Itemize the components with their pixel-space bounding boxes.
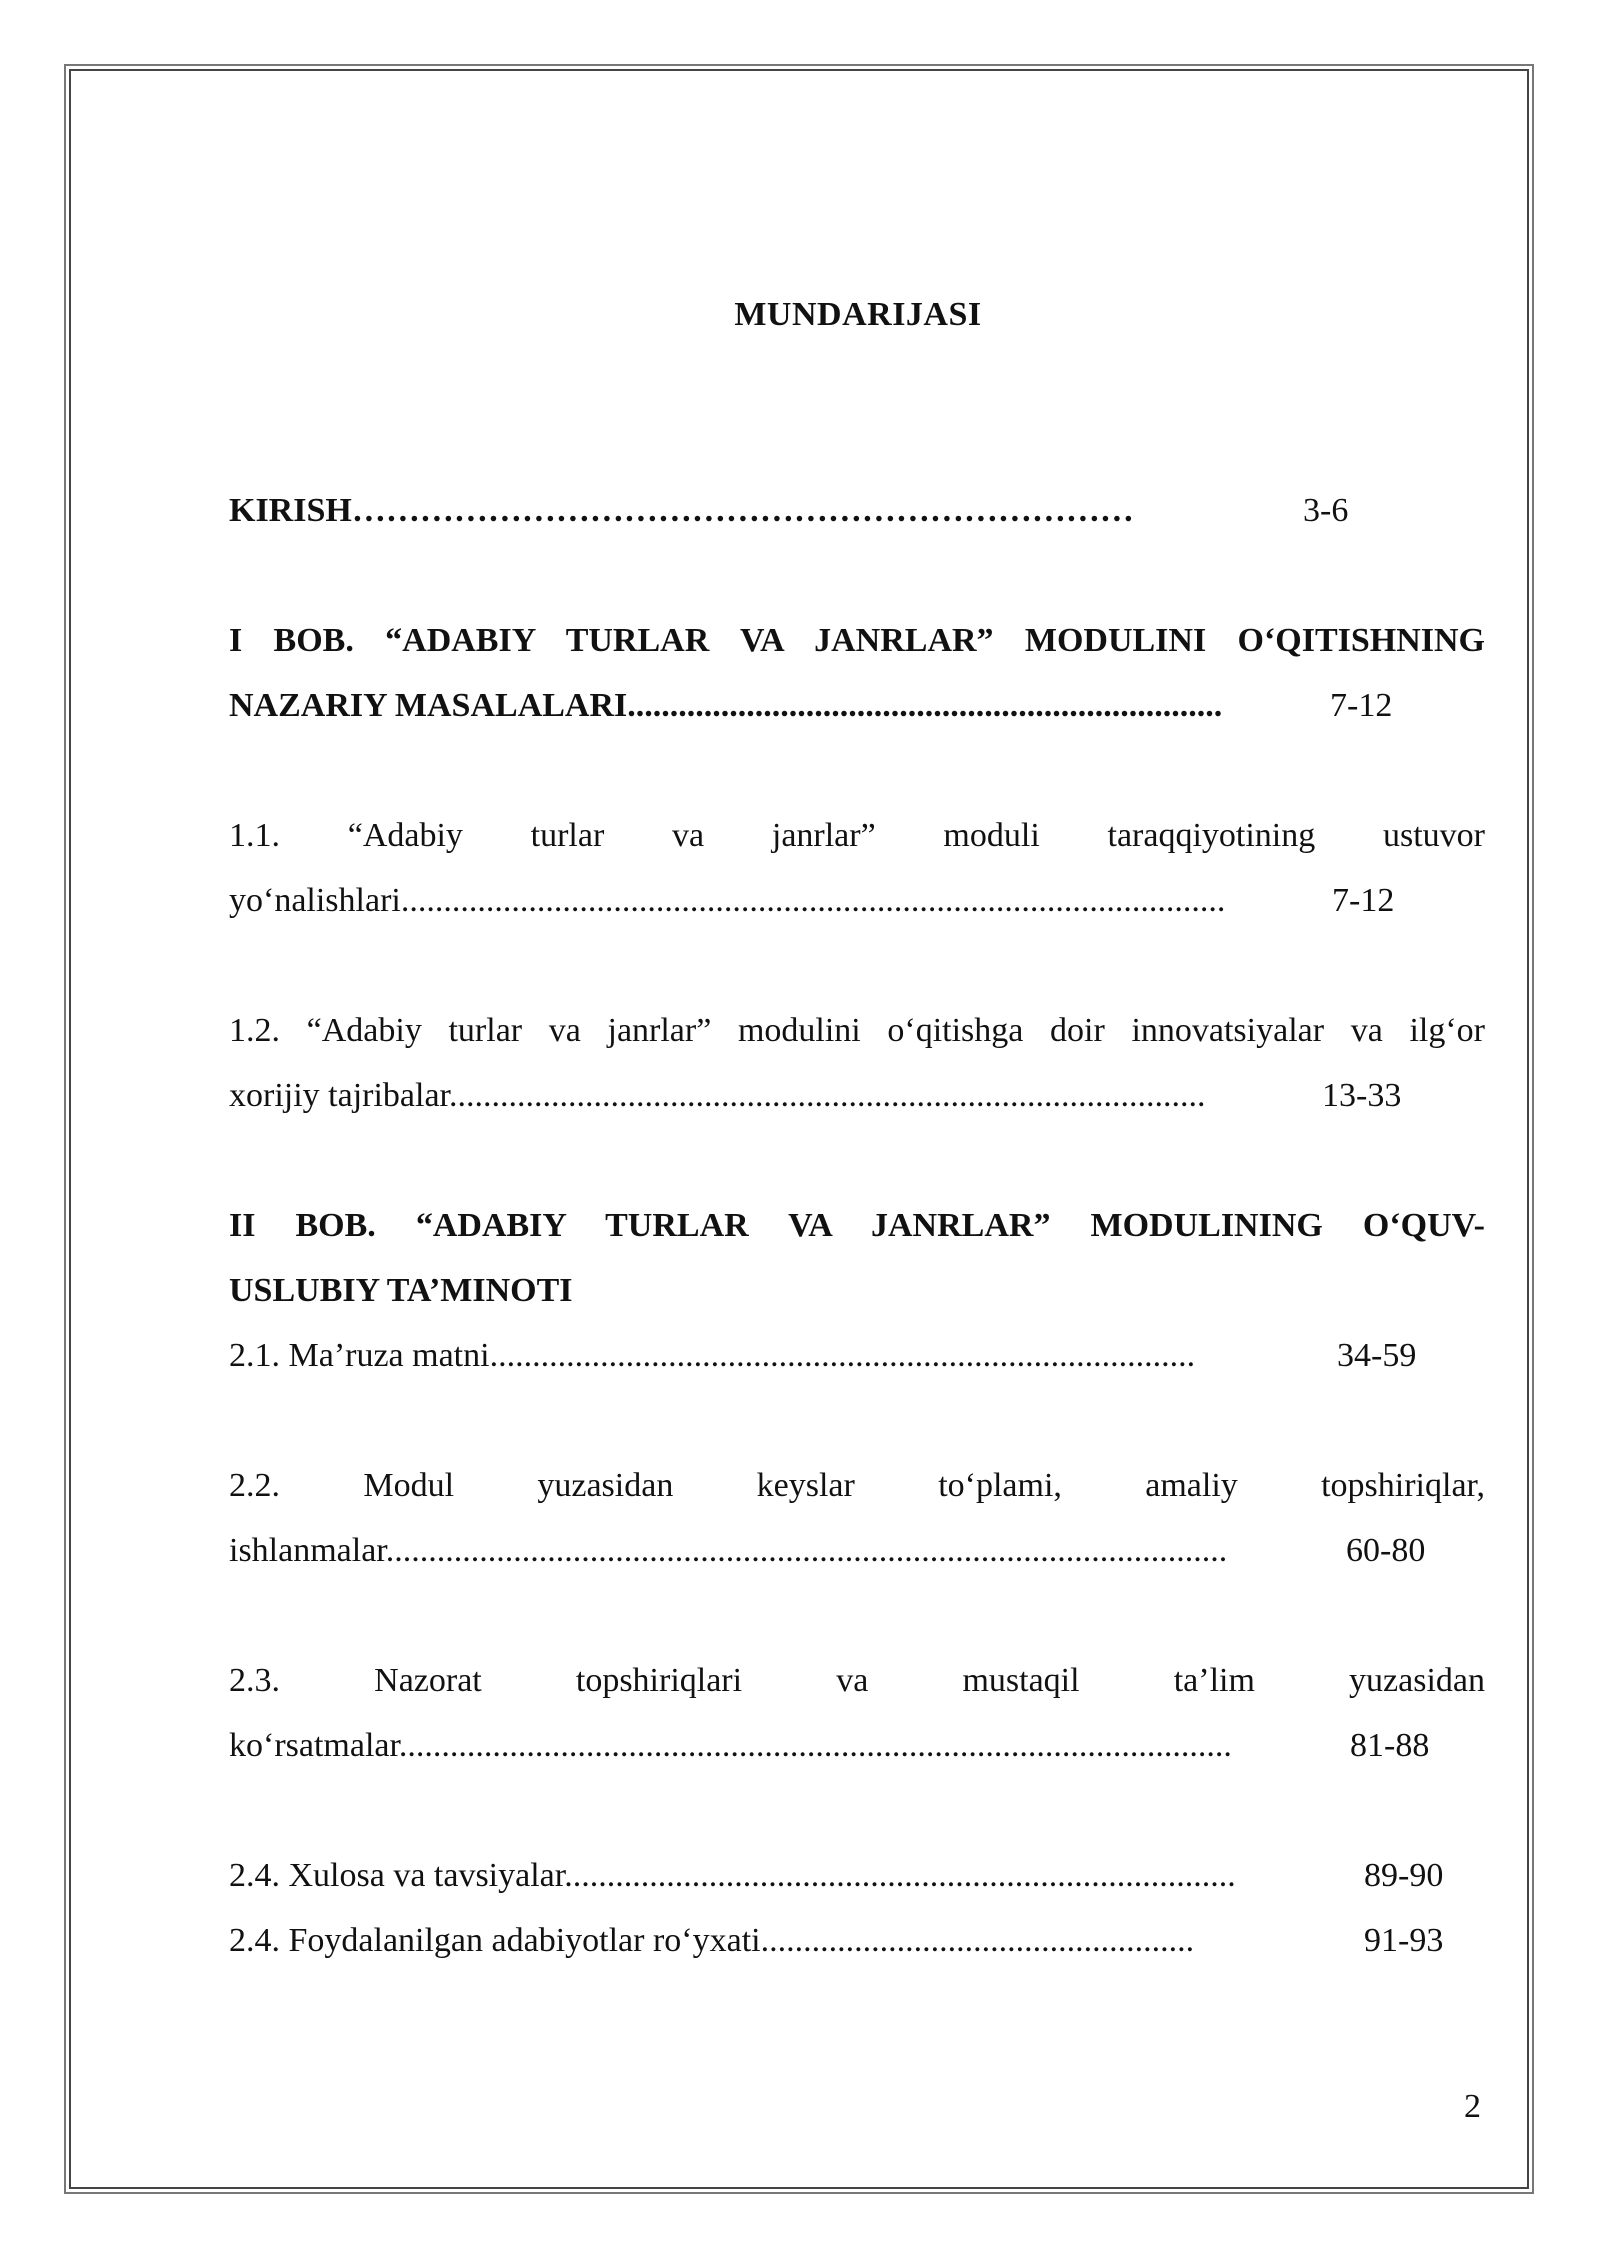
- toc-entry-kirish-text: KIRISH……………………………………………………………: [229, 492, 1134, 529]
- toc-section-1-2-pages: 13-33: [1322, 1077, 1402, 1114]
- toc-section-2-2: [229, 1453, 1485, 1518]
- toc-chapter-2: [229, 1193, 1485, 1258]
- toc-section-1-2-line1: 1.2. “Adabiy turlar va janrlar” modulini o‘qitishga doir innovatsiyalar va ilg‘or: [229, 1012, 1485, 1049]
- toc-chapter-1-pages: 7-12: [1330, 687, 1393, 724]
- toc-section-1-1-pages: 7-12: [1332, 882, 1395, 919]
- toc-entry-kirish: [229, 478, 1134, 543]
- toc-section-2-1-pages: 34-59: [1337, 1337, 1417, 1374]
- toc-section-1-1: [229, 803, 1485, 868]
- toc-section-2-4-conclusion-pages: 89-90: [1364, 1857, 1444, 1894]
- toc-chapter-1: [229, 608, 1485, 673]
- toc-section-2-2-pages: 60-80: [1346, 1532, 1426, 1569]
- toc-section-1-2-line2: xorijiy tajribalar.........................................................................................: [229, 1077, 1206, 1114]
- toc-section-2-4-references: 2.4. Foydalanilgan adabiyotlar ro‘yxati...................................................: [229, 1922, 1195, 1959]
- toc-section-2-3-line1: 2.3. Nazorat topshiriqlari va mustaqil ta’lim yuzasidan: [229, 1662, 1485, 1699]
- toc-section-2-4-references-pages: 91-93: [1364, 1922, 1444, 1959]
- toc-section-2-2-line1: 2.2. Modul yuzasidan keyslar to‘plami, amaliy topshiriqlar,: [229, 1467, 1485, 1504]
- page-title: MUNDARIJASI: [734, 296, 982, 333]
- toc-chapter-2-line1: II BOB. “ADABIY TURLAR VA JANRLAR” MODULINING O‘QUV-: [229, 1207, 1485, 1244]
- toc-section-1-2: [229, 998, 1485, 1063]
- toc-section-2-3-pages: 81-88: [1350, 1727, 1430, 1764]
- toc-section-1-1-line2: yo‘nalishlari.................................................................................................: [229, 882, 1226, 919]
- page-number: 2: [1464, 2088, 1481, 2125]
- toc-chapter-2-line2: USLUBIY TA’MINOTI: [229, 1272, 573, 1309]
- toc-section-2-4-conclusion: 2.4. Xulosa va tavsiyalar...............................................................................: [229, 1857, 1236, 1894]
- toc-section-2-3: [229, 1648, 1485, 1713]
- toc-section-2-3-line2: ko‘rsatmalar..................................................................................................: [229, 1727, 1232, 1764]
- toc-chapter-1-line1: I BOB. “ADABIY TURLAR VA JANRLAR” MODULINI O‘QITISHNING: [229, 622, 1485, 659]
- toc-section-2-1: 2.1. Ma’ruza matni...................................................................................: [229, 1337, 1196, 1374]
- toc-section-1-1-line1: 1.1. “Adabiy turlar va janrlar” moduli taraqqiyotining ustuvor: [229, 817, 1485, 854]
- toc-entry-kirish-pages: 3-6: [1303, 492, 1349, 529]
- toc-section-2-2-line2: ishlanmalar...................................................................................................: [229, 1532, 1228, 1569]
- toc-chapter-1-line2: NAZARIY MASALALARI......................................................................: [229, 687, 1223, 724]
